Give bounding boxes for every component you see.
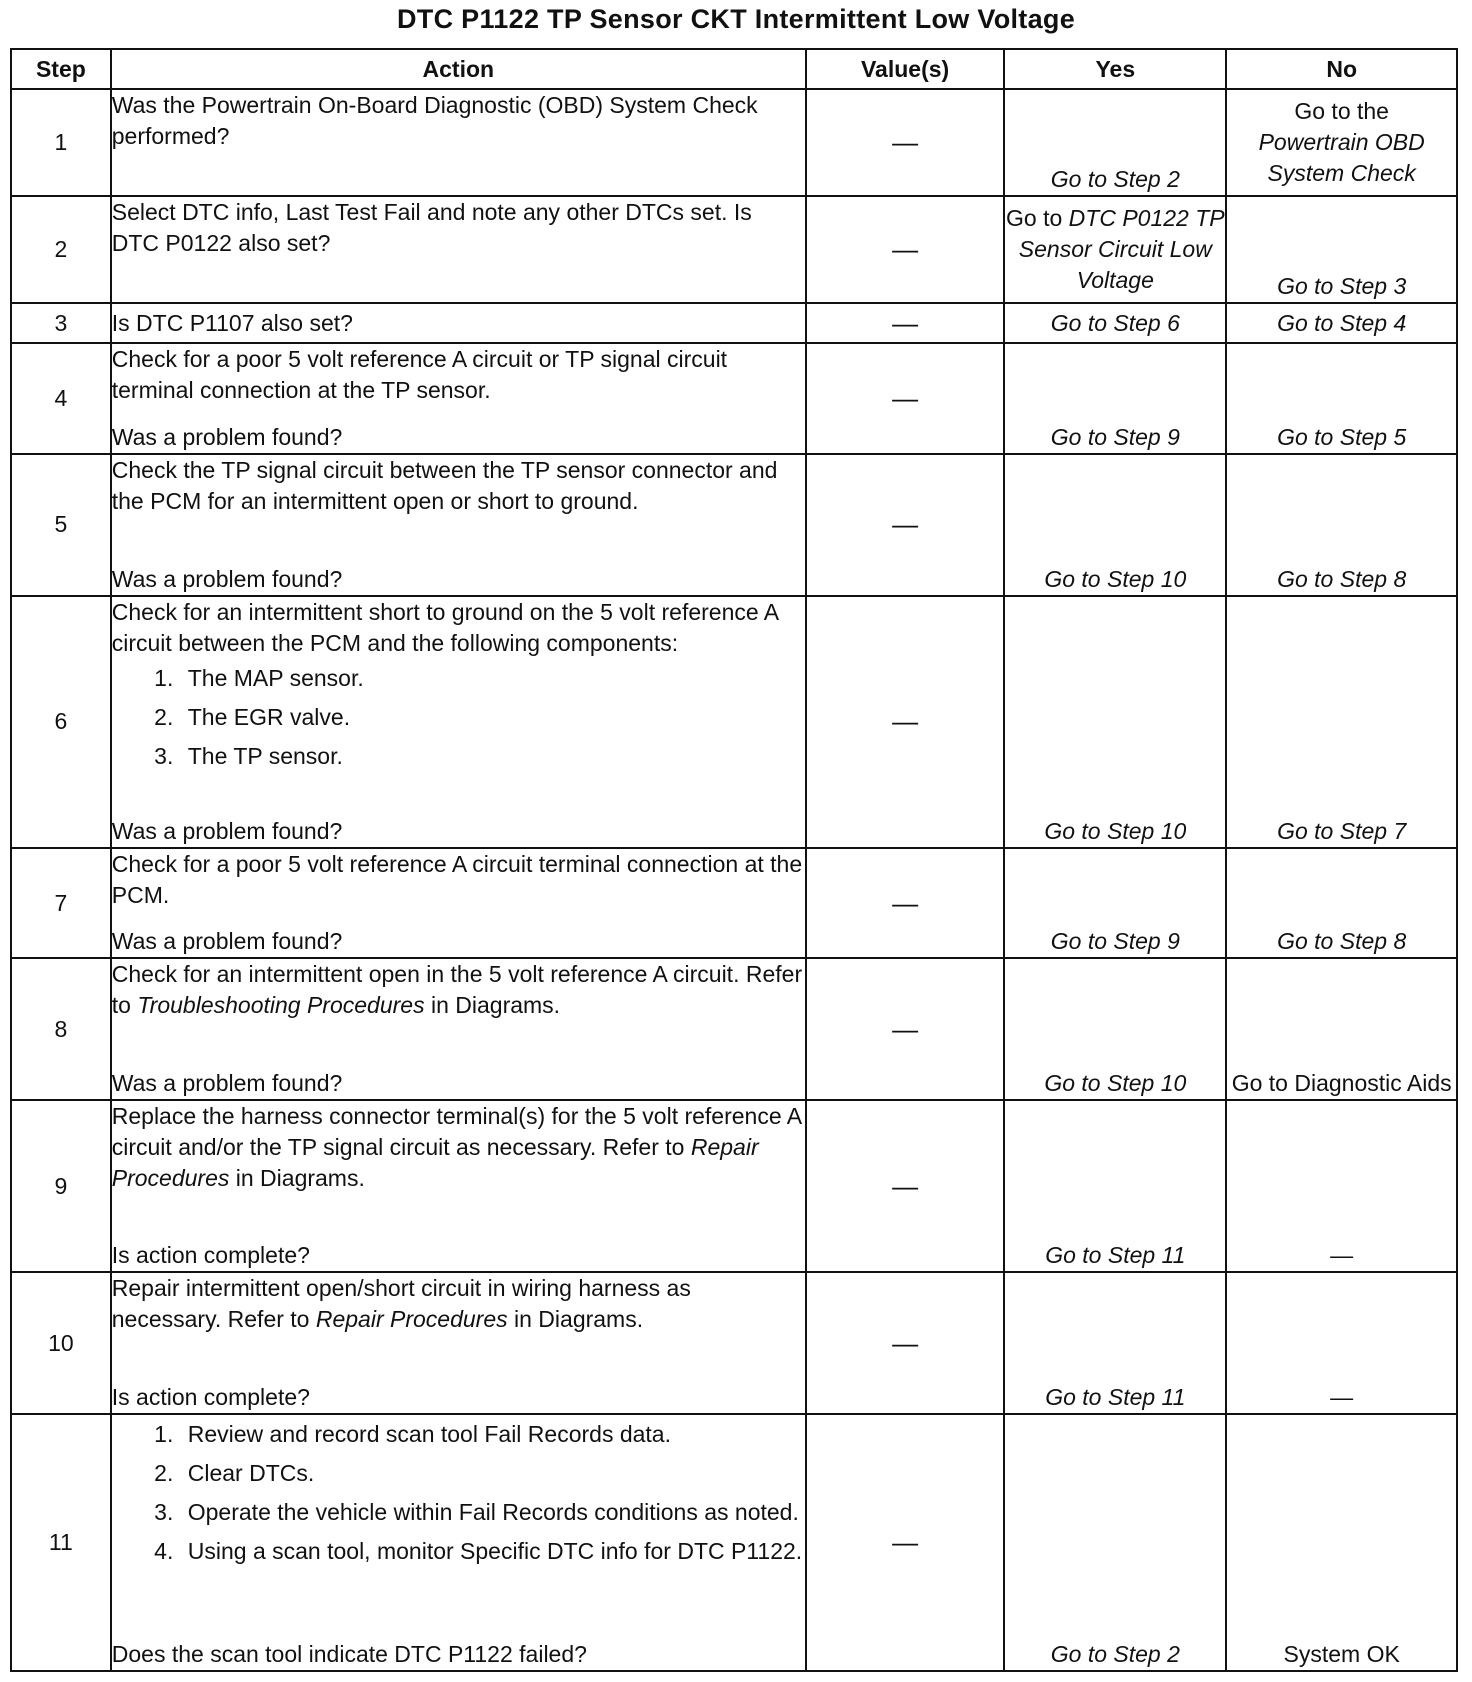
- table-row: [11, 596, 1457, 848]
- step-number: 4: [11, 343, 111, 453]
- yes-cell: Go to Step 11: [1004, 1272, 1226, 1414]
- value-cell: —: [806, 1100, 1004, 1272]
- step-number: 5: [11, 454, 111, 596]
- yes-text: Go to: [1006, 205, 1063, 232]
- step-number: 11: [11, 1414, 111, 1671]
- table-row: [11, 343, 1457, 453]
- action-question: Was a problem found?: [111, 423, 343, 450]
- no-cell: Go to Diagnostic Aids: [1226, 958, 1457, 1100]
- table-row: [11, 196, 1457, 303]
- no-cell: Go to Step 5: [1226, 343, 1457, 453]
- step-number: 8: [11, 958, 111, 1100]
- table-row: [11, 1414, 1457, 1671]
- list-item: 2. The EGR valve.: [180, 702, 805, 733]
- step-number: 1: [11, 89, 111, 196]
- yes-cell: Go to Step 10: [1004, 454, 1226, 596]
- table-row: [11, 89, 1457, 196]
- yes-cell: Go to Step 10: [1004, 596, 1226, 848]
- yes-cell: Go to Step 6: [1004, 303, 1226, 343]
- yes-cell: Go to Step 9: [1004, 848, 1226, 958]
- action-text: Check for an intermittent short to ground on the 5 volt reference A circuit between the PCM and the following components:: [111, 598, 778, 656]
- no-cell: Go to Step 8: [1226, 848, 1457, 958]
- action-cell: [111, 1414, 806, 1671]
- value-cell: —: [806, 454, 1004, 596]
- numbered-list: [112, 663, 805, 772]
- value-cell: —: [806, 848, 1004, 958]
- action-cell: [111, 596, 806, 848]
- list-item: 2. Clear DTCs.: [180, 1458, 805, 1489]
- action-cell: [111, 958, 806, 1100]
- action-text-start: Check for an intermittent open in the 5 volt reference A circuit. Refer to: [111, 961, 803, 1019]
- no-cell: Go to Step 8: [1226, 454, 1457, 596]
- action-text: Check for a poor 5 volt reference A circuit or TP signal circuit terminal connection at the TP sensor.: [111, 346, 728, 404]
- action-reference: Repair Procedures: [111, 1134, 759, 1192]
- step-number: 7: [11, 848, 111, 958]
- action-question: Does the scan tool indicate DTC P1122 failed?: [111, 1641, 587, 1667]
- header-step: Step: [11, 49, 111, 89]
- table-row: [11, 303, 1457, 343]
- value-cell: —: [806, 1414, 1004, 1671]
- step-number: 9: [11, 1100, 111, 1272]
- diagnostic-table: [10, 48, 1458, 1672]
- list-item: 4. Using a scan tool, monitor Specific DTC info for DTC P1122.: [180, 1536, 805, 1567]
- header-action: Action: [111, 49, 806, 89]
- table-row: [11, 1272, 1457, 1414]
- action-question: Was a problem found?: [111, 928, 343, 955]
- no-text: Go to the: [1294, 98, 1389, 124]
- no-cell: —: [1226, 1272, 1457, 1414]
- header-no: No: [1226, 49, 1457, 89]
- action-cell: [111, 1272, 806, 1414]
- action-question: Is action complete?: [111, 1384, 310, 1411]
- value-cell: —: [806, 596, 1004, 848]
- yes-cell: Go to Step 10: [1004, 958, 1226, 1100]
- no-cell: Go to Step 3: [1226, 196, 1457, 303]
- table-row: [11, 454, 1457, 596]
- no-cell: —: [1226, 1100, 1457, 1272]
- action-text-end: in Diagrams.: [514, 1306, 644, 1333]
- action-text: Was the Powertrain On-Board Diagnostic (OBD) System Check performed?: [111, 92, 758, 149]
- table-row: [11, 1100, 1457, 1272]
- action-text: [112, 1273, 805, 1335]
- action-question: Is action complete?: [111, 1242, 310, 1269]
- header-yes: Yes: [1004, 49, 1226, 89]
- value-cell: —: [806, 303, 1004, 343]
- no-cell: System OK: [1226, 1414, 1457, 1671]
- action-question: Was a problem found?: [111, 565, 343, 592]
- yes-cell: [1004, 196, 1226, 303]
- action-cell: [111, 196, 806, 303]
- action-text: Check for a poor 5 volt reference A circuit terminal connection at the PCM.: [111, 851, 803, 909]
- action-cell: [111, 343, 806, 453]
- action-text-start: Replace the harness connector terminal(s) for the 5 volt reference A circuit and/or the TP signal circuit as necessary. Refer to: [111, 1103, 801, 1161]
- header-values: Value(s): [806, 49, 1004, 89]
- table-row: [11, 848, 1457, 958]
- action-cell: [111, 89, 806, 196]
- action-question: Was a problem found?: [111, 818, 343, 845]
- list-item: 1. Review and record scan tool Fail Records data.: [180, 1419, 805, 1450]
- yes-cell: Go to Step 2: [1004, 1414, 1226, 1671]
- page-title: DTC P1122 TP Sensor CKT Intermittent Low Voltage: [396, 4, 1076, 34]
- list-item: 3. Operate the vehicle within Fail Records conditions as noted.: [180, 1497, 805, 1528]
- table-row: [11, 958, 1457, 1100]
- action-cell: [111, 303, 806, 343]
- value-cell: —: [806, 343, 1004, 453]
- list-item: 3. The TP sensor.: [180, 741, 805, 772]
- yes-cell: Go to Step 9: [1004, 343, 1226, 453]
- action-cell: [111, 848, 806, 958]
- step-number: 6: [11, 596, 111, 848]
- action-text: Select DTC info, Last Test Fail and note any other DTCs set. Is DTC P0122 also set?: [111, 199, 752, 257]
- action-question: Was a problem found?: [111, 1070, 343, 1097]
- action-text-end: in Diagrams.: [430, 992, 561, 1019]
- action-text: [112, 1101, 805, 1194]
- action-text: [112, 959, 805, 1021]
- value-cell: —: [806, 958, 1004, 1100]
- action-text-end: in Diagrams.: [235, 1165, 365, 1192]
- list-item: 1. The MAP sensor.: [180, 663, 805, 694]
- no-link-text: Powertrain OBD System Check: [1258, 129, 1425, 186]
- step-number: 3: [11, 303, 111, 343]
- action-text-start: Repair intermittent open/short circuit in wiring harness as necessary. Refer to: [111, 1275, 691, 1333]
- yes-link-text: DTC P0122 TP Sensor Circuit Low Voltage: [1018, 205, 1225, 294]
- no-cell: Go to Step 4: [1226, 303, 1457, 343]
- action-cell: [111, 1100, 806, 1272]
- step-number: 10: [11, 1272, 111, 1414]
- action-text: Check the TP signal circuit between the TP sensor connector and the PCM for an intermittent open or short to ground.: [111, 456, 778, 514]
- table-header-row: [11, 49, 1457, 89]
- action-reference: Repair Procedures: [315, 1306, 508, 1333]
- action-cell: [111, 454, 806, 596]
- yes-cell: Go to Step 2: [1004, 89, 1226, 196]
- action-reference: Troubleshooting Procedures: [137, 992, 425, 1019]
- value-cell: —: [806, 196, 1004, 303]
- action-text: Is DTC P1107 also set?: [111, 309, 353, 336]
- value-cell: —: [806, 1272, 1004, 1414]
- no-cell: [1226, 89, 1457, 196]
- numbered-list: [112, 1419, 805, 1567]
- no-cell: Go to Step 7: [1226, 596, 1457, 848]
- step-number: 2: [11, 196, 111, 303]
- value-cell: —: [806, 89, 1004, 196]
- yes-cell: Go to Step 11: [1004, 1100, 1226, 1272]
